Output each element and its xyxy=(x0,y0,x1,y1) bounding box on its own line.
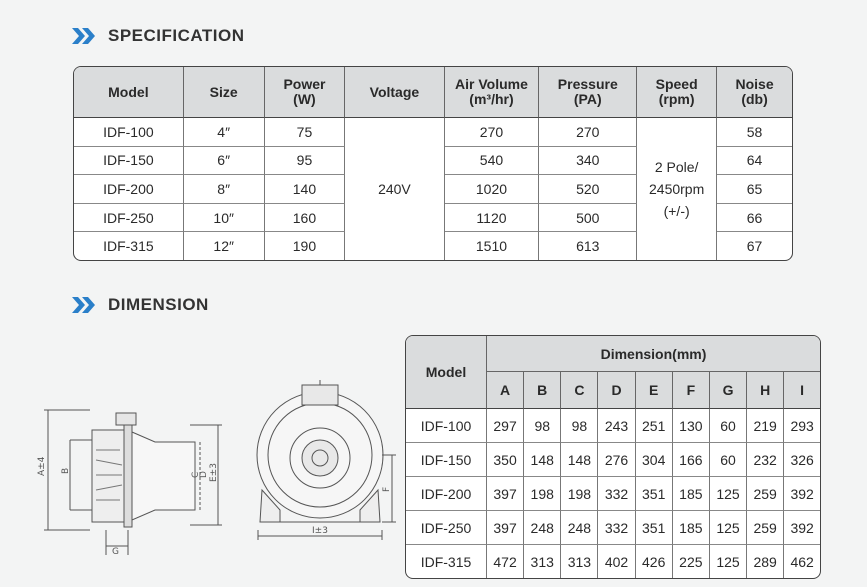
label-e: E±3 xyxy=(209,463,219,482)
dim-cell-g: 125 xyxy=(710,511,747,545)
dim-cell-a: 297 xyxy=(487,409,524,443)
dim-cell-b: 148 xyxy=(524,443,561,477)
spec-cell-pressure: 520 xyxy=(539,175,637,204)
dim-cell-c: 148 xyxy=(561,443,598,477)
spec-header-line: Noise xyxy=(735,76,774,92)
dim-letter-e: E xyxy=(636,372,673,409)
spec-cell-noise: 64 xyxy=(717,147,792,176)
spec-cell-model: IDF-315 xyxy=(74,232,184,260)
dim-letter-i: I xyxy=(784,372,820,409)
spec-cell-size: 12″ xyxy=(184,232,265,260)
dim-cell-h: 259 xyxy=(747,477,784,511)
spec-cell-air: 540 xyxy=(445,147,540,176)
spec-header-7 xyxy=(717,67,792,118)
spec-cell-size: 6″ xyxy=(184,147,265,176)
dim-cell-model: IDF-250 xyxy=(406,511,487,545)
specification-heading xyxy=(72,26,245,46)
spec-header-line: Pressure xyxy=(557,76,618,92)
dim-cell-e: 351 xyxy=(636,477,673,511)
spec-cell-model: IDF-200 xyxy=(74,175,184,204)
dim-cell-d: 332 xyxy=(598,477,635,511)
spec-cell-size: 10″ xyxy=(184,204,265,233)
dim-cell-c: 313 xyxy=(561,545,598,578)
dim-cell-g: 125 xyxy=(710,477,747,511)
spec-header-line: Voltage xyxy=(369,83,420,100)
label-b: B xyxy=(61,467,71,474)
dim-letter-a: A xyxy=(487,372,524,409)
spec-cell-noise: 66 xyxy=(717,204,792,233)
dim-cell-f: 130 xyxy=(673,409,710,443)
label-c: C xyxy=(191,471,201,478)
spec-cell-power: 190 xyxy=(265,232,346,260)
spec-header-0 xyxy=(74,67,184,118)
specification-table xyxy=(73,66,793,261)
dim-cell-a: 397 xyxy=(487,477,524,511)
spec-header-4 xyxy=(445,67,540,118)
spec-cell-power: 95 xyxy=(265,147,346,176)
fan-technical-drawing xyxy=(30,380,410,555)
dim-cell-i: 326 xyxy=(784,443,820,477)
double-chevron-icon xyxy=(72,295,98,315)
spec-cell-noise: 58 xyxy=(717,118,792,147)
spec-cell-noise: 65 xyxy=(717,175,792,204)
dim-cell-d: 332 xyxy=(598,511,635,545)
dim-cell-e: 426 xyxy=(636,545,673,578)
spec-cell-model: IDF-100 xyxy=(74,118,184,147)
spec-header-line: Air Volume xyxy=(455,76,528,92)
spec-cell-size: 4″ xyxy=(184,118,265,147)
dim-cell-model: IDF-315 xyxy=(406,545,487,578)
dim-cell-h: 232 xyxy=(747,443,784,477)
dim-cell-d: 243 xyxy=(598,409,635,443)
dim-cell-f: 185 xyxy=(673,477,710,511)
dim-cell-i: 462 xyxy=(790,553,814,570)
label-i: I±3 xyxy=(312,526,328,536)
dim-cell-f: 225 xyxy=(673,545,710,578)
dim-row xyxy=(406,477,820,511)
dim-cell-h: 219 xyxy=(747,409,784,443)
side-view xyxy=(44,410,222,555)
spec-cell-size: 8″ xyxy=(184,175,265,204)
dim-row xyxy=(406,409,820,443)
dim-cell-b: 198 xyxy=(524,477,561,511)
dim-letter-c: C xyxy=(561,372,598,409)
dim-row xyxy=(406,443,820,477)
spec-header-5 xyxy=(539,67,637,118)
spec-header-line: (rpm) xyxy=(658,91,695,107)
front-view xyxy=(257,380,396,540)
dim-cell-a: 350 xyxy=(487,443,524,477)
spec-header-2 xyxy=(265,67,346,118)
dim-cell-e: 251 xyxy=(636,409,673,443)
spec-header-3 xyxy=(345,67,444,118)
dim-row xyxy=(406,545,820,578)
spec-cell-model: IDF-250 xyxy=(74,204,184,233)
spec-cell-air: 1020 xyxy=(445,175,540,204)
label-f: F xyxy=(382,486,392,492)
dim-cell-g: 60 xyxy=(710,409,747,443)
dim-cell-c: 248 xyxy=(561,511,598,545)
spec-header-1 xyxy=(184,67,265,118)
spec-cell-power: 140 xyxy=(265,175,346,204)
speed-line: (+/-) xyxy=(663,203,690,219)
spec-cell-pressure: 340 xyxy=(539,147,637,176)
dim-letter-b: B xyxy=(524,372,561,409)
spec-cell-speed xyxy=(637,118,717,260)
specification-title: SPECIFICATION xyxy=(108,26,245,45)
spec-header-6 xyxy=(637,67,717,118)
dimension-heading xyxy=(72,295,209,315)
label-d: D xyxy=(199,471,209,478)
dim-model-header: Model xyxy=(406,336,487,409)
dim-cell-g: 125 xyxy=(710,545,747,578)
dim-cell-c: 98 xyxy=(561,409,598,443)
dim-cell-model: IDF-200 xyxy=(406,477,487,511)
spec-header-line: (m³/hr) xyxy=(469,91,514,107)
dim-cell-d: 402 xyxy=(598,545,635,578)
dim-cell-b: 248 xyxy=(524,511,561,545)
dim-cell-h: 259 xyxy=(747,511,784,545)
spec-cell-pressure: 270 xyxy=(539,118,637,147)
spec-cell-air: 1510 xyxy=(445,232,540,260)
spec-header-line: (PA) xyxy=(573,91,602,107)
dim-letter-f: F xyxy=(673,372,710,409)
dim-cell-i: 293 xyxy=(784,409,820,443)
dim-cell-a: 472 xyxy=(487,545,524,578)
spec-cell-power: 75 xyxy=(265,118,346,147)
spec-row xyxy=(74,118,792,147)
dim-cell-h: 289 xyxy=(747,545,784,578)
label-a: A±4 xyxy=(37,456,47,476)
spec-header-line: (db) xyxy=(741,91,768,107)
dim-cell-i: 392 xyxy=(784,477,820,511)
spec-header-line: Model xyxy=(108,83,149,100)
double-chevron-icon xyxy=(72,26,98,46)
speed-line: 2 Pole/ xyxy=(654,159,699,175)
spec-cell-pressure: 500 xyxy=(539,204,637,233)
dim-cell-f: 166 xyxy=(673,443,710,477)
spec-header-line: Power xyxy=(283,76,326,92)
dim-caption-header: Dimension(mm) xyxy=(487,336,820,372)
dimension-title: DIMENSION xyxy=(108,295,209,314)
spec-header-line: (W) xyxy=(293,91,316,107)
spec-header-line: Speed xyxy=(655,76,698,92)
dim-cell-a: 397 xyxy=(487,511,524,545)
spec-cell-model: IDF-150 xyxy=(74,147,184,176)
dim-cell-c: 198 xyxy=(561,477,598,511)
spec-cell-noise: 67 xyxy=(746,238,763,255)
spec-cell-pressure: 613 xyxy=(539,232,637,260)
dim-letter-h: H xyxy=(747,372,784,409)
dim-letter-d: D xyxy=(598,372,635,409)
dimension-table xyxy=(405,335,821,579)
dim-cell-b: 313 xyxy=(524,545,561,578)
dim-cell-i: 392 xyxy=(784,511,820,545)
dim-cell-e: 351 xyxy=(636,511,673,545)
speed-line: 2450rpm xyxy=(649,181,705,197)
dim-cell-model: IDF-150 xyxy=(406,443,487,477)
dim-cell-g: 60 xyxy=(710,443,747,477)
dim-cell-d: 276 xyxy=(598,443,635,477)
dim-letter-g: G xyxy=(710,372,747,409)
label-g: G xyxy=(112,547,119,555)
spec-cell-power: 160 xyxy=(265,204,346,233)
dim-cell-e: 304 xyxy=(636,443,673,477)
spec-cell-air: 270 xyxy=(445,118,540,147)
spec-cell-voltage: 240V xyxy=(345,118,444,260)
dim-cell-b: 98 xyxy=(524,409,561,443)
spec-header-line: Size xyxy=(209,83,238,100)
dim-row xyxy=(406,511,820,545)
dim-cell-model: IDF-100 xyxy=(406,409,487,443)
dim-cell-f: 185 xyxy=(673,511,710,545)
spec-cell-air: 1120 xyxy=(445,204,540,233)
